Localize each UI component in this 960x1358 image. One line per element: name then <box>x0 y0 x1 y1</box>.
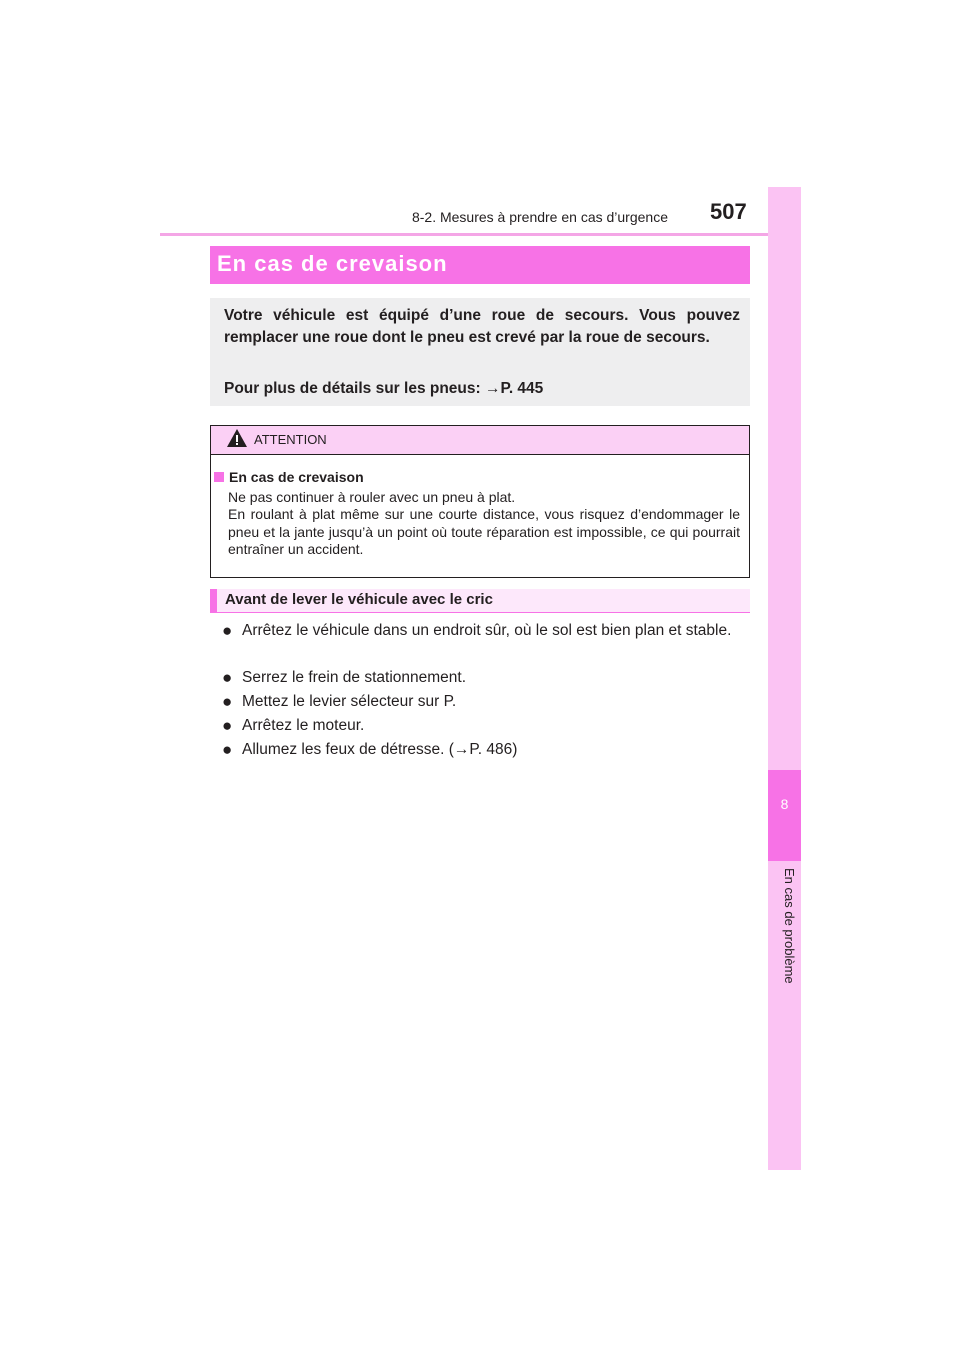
square-bullet-icon <box>214 472 224 482</box>
intro-paragraph: Votre véhicule est équipé d’une roue de secours. Vous pouvez remplacer une roue dont le pneu est crevé par la roue de secours. <box>224 307 740 346</box>
bullet-item: Serrez le frein de stationnement. <box>242 669 467 686</box>
chapter-side-tab <box>768 187 801 1170</box>
intro-details: Pour plus de détails sur les pneus: →P. 445 <box>224 380 544 397</box>
bullet-icon: ● <box>222 692 233 711</box>
subheading-rule <box>210 612 750 613</box>
bullet-icon: ● <box>222 716 233 735</box>
bullet-icon: ● <box>222 621 233 640</box>
subheading: Avant de lever le véhicule avec le cric <box>225 591 493 608</box>
bullet-icon: ● <box>222 740 233 759</box>
page-title: En cas de crevaison <box>217 251 448 276</box>
bullet-item: Arrêtez le véhicule dans un endroit sûr, où le sol est bien plan et stable. <box>242 622 732 639</box>
warning-subtitle-text: En cas de crevaison <box>229 469 364 485</box>
header-rule <box>160 233 801 236</box>
chapter-title: En cas de problème <box>782 868 797 984</box>
bullet-item: Allumez les feux de détresse. (→P. 486) <box>242 741 518 758</box>
warning-subtitle <box>214 469 364 485</box>
bullet-icon: ● <box>222 668 233 687</box>
chapter-number: 8 <box>780 796 789 812</box>
warning-line-1: Ne pas continuer à rouler avec un pneu à plat. <box>228 489 516 505</box>
subheading-accent <box>210 589 217 613</box>
bullet-item: Arrêtez le moteur. <box>242 717 365 734</box>
chapter-tab-marker <box>768 770 801 861</box>
page-number: 507 <box>710 199 747 224</box>
warning-triangle-icon <box>226 427 248 449</box>
bullet-item: Mettez le levier sélecteur sur P. <box>242 693 457 710</box>
section-label: 8-2. Mesures à prendre en cas d’urgence <box>411 209 668 225</box>
warning-line-2: En roulant à plat même sur une courte distance, vous risquez d’endommager le pneu et la jante jusqu’à un point où toute réparation est impossible, ce qui pourrait entraîner un accident. <box>228 506 740 557</box>
warning-label: ATTENTION <box>254 432 327 447</box>
